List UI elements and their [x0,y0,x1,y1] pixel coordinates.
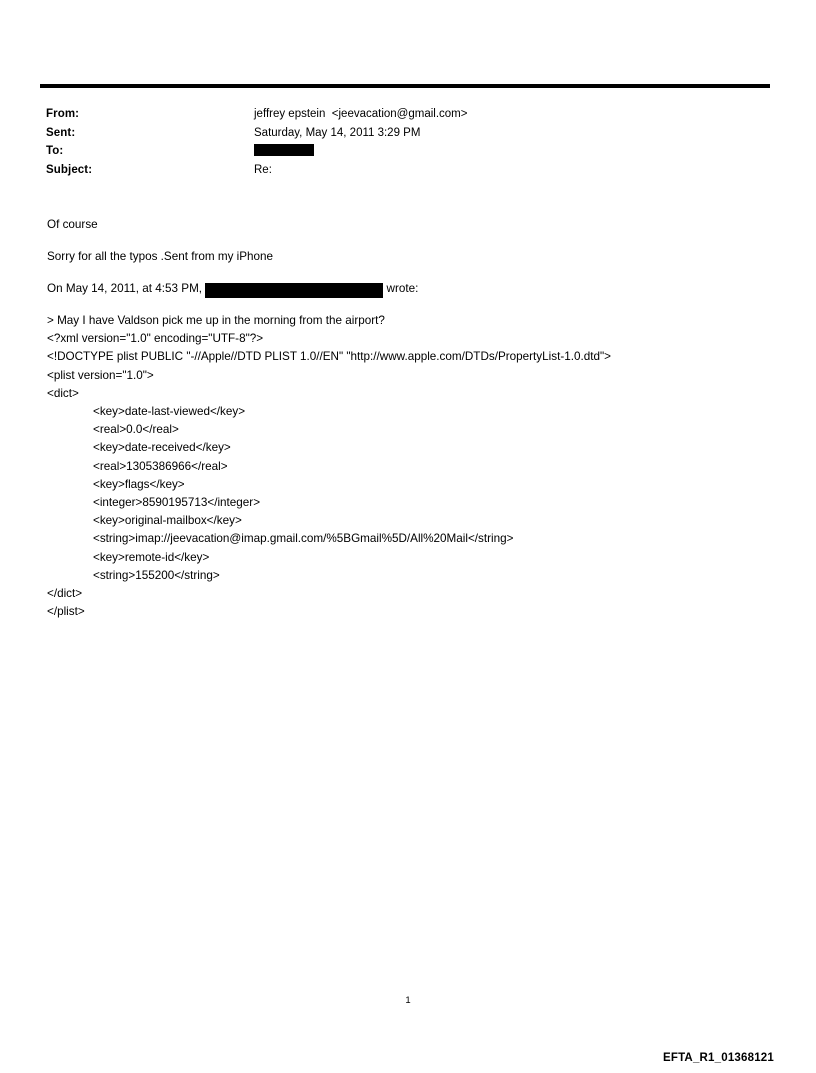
plist-line: <key>date-received</key> [93,441,231,455]
plist-line: <key>remote-id</key> [93,550,210,564]
header-value-to [254,145,314,157]
plist-line: <plist version="1.0"> [47,368,154,382]
quoted-line: > May I have Valdson pick me up in the morning from the airport? [47,314,385,327]
quoted-message-block [47,312,787,621]
bates-number: EFTA_R1_01368121 [662,1052,774,1064]
reply-attribution-prefix: On May 14, 2011, at 4:53 PM, [47,282,206,295]
header-value-subject: Re: [254,163,272,176]
body-line-reply-attribution [47,280,787,298]
body-line-signature: Sorry for all the typos .Sent from my iPhone [47,250,274,263]
header-label-subject: Subject: [46,163,93,176]
header-value-from: jeffrey epstein <jeevacation@gmail.com> [254,108,468,120]
reply-attribution-suffix: wrote: [383,282,419,295]
email-header-block [46,108,766,182]
plist-line: </plist> [47,605,85,619]
header-row-to [46,145,766,164]
header-label-from: From: [46,108,80,120]
plist-line: <key>original-mailbox</key> [93,514,242,528]
body-line-of-course: Of course [47,218,98,231]
plist-line: <!DOCTYPE plist PUBLIC "-//Apple//DTD PLIST 1.0//EN" "http://www.apple.com/DTDs/PropertyList-1.0.dtd"> [47,350,611,364]
plist-line: <string>imap://jeevacation@imap.gmail.com/%5BGmail%5D/All%20Mail</string> [93,532,514,546]
redaction-box-sender [205,283,383,298]
header-label-to: To: [46,145,64,158]
header-row-sent [46,127,766,146]
email-body [47,216,787,621]
plist-line: <key>date-last-viewed</key> [93,405,246,419]
plist-line: <dict> [47,386,79,400]
redaction-box-to [254,144,314,156]
plist-line: <real>1305386966</real> [93,459,228,473]
header-row-from [46,108,766,127]
plist-line: <integer>8590195713</integer> [93,496,261,510]
plist-line: <string>155200</string> [93,568,220,582]
page-number: 1 [405,995,411,1006]
header-label-sent: Sent: [46,126,76,139]
plist-line: <real>0.0</real> [93,423,179,437]
plist-line: <key>flags</key> [93,477,185,491]
plist-line: <?xml version="1.0" encoding="UTF-8"?> [47,332,264,346]
header-rule [40,84,770,88]
plist-line: </dict> [47,587,83,601]
header-row-subject [46,164,766,183]
header-value-sent: Saturday, May 14, 2011 3:29 PM [254,126,421,139]
